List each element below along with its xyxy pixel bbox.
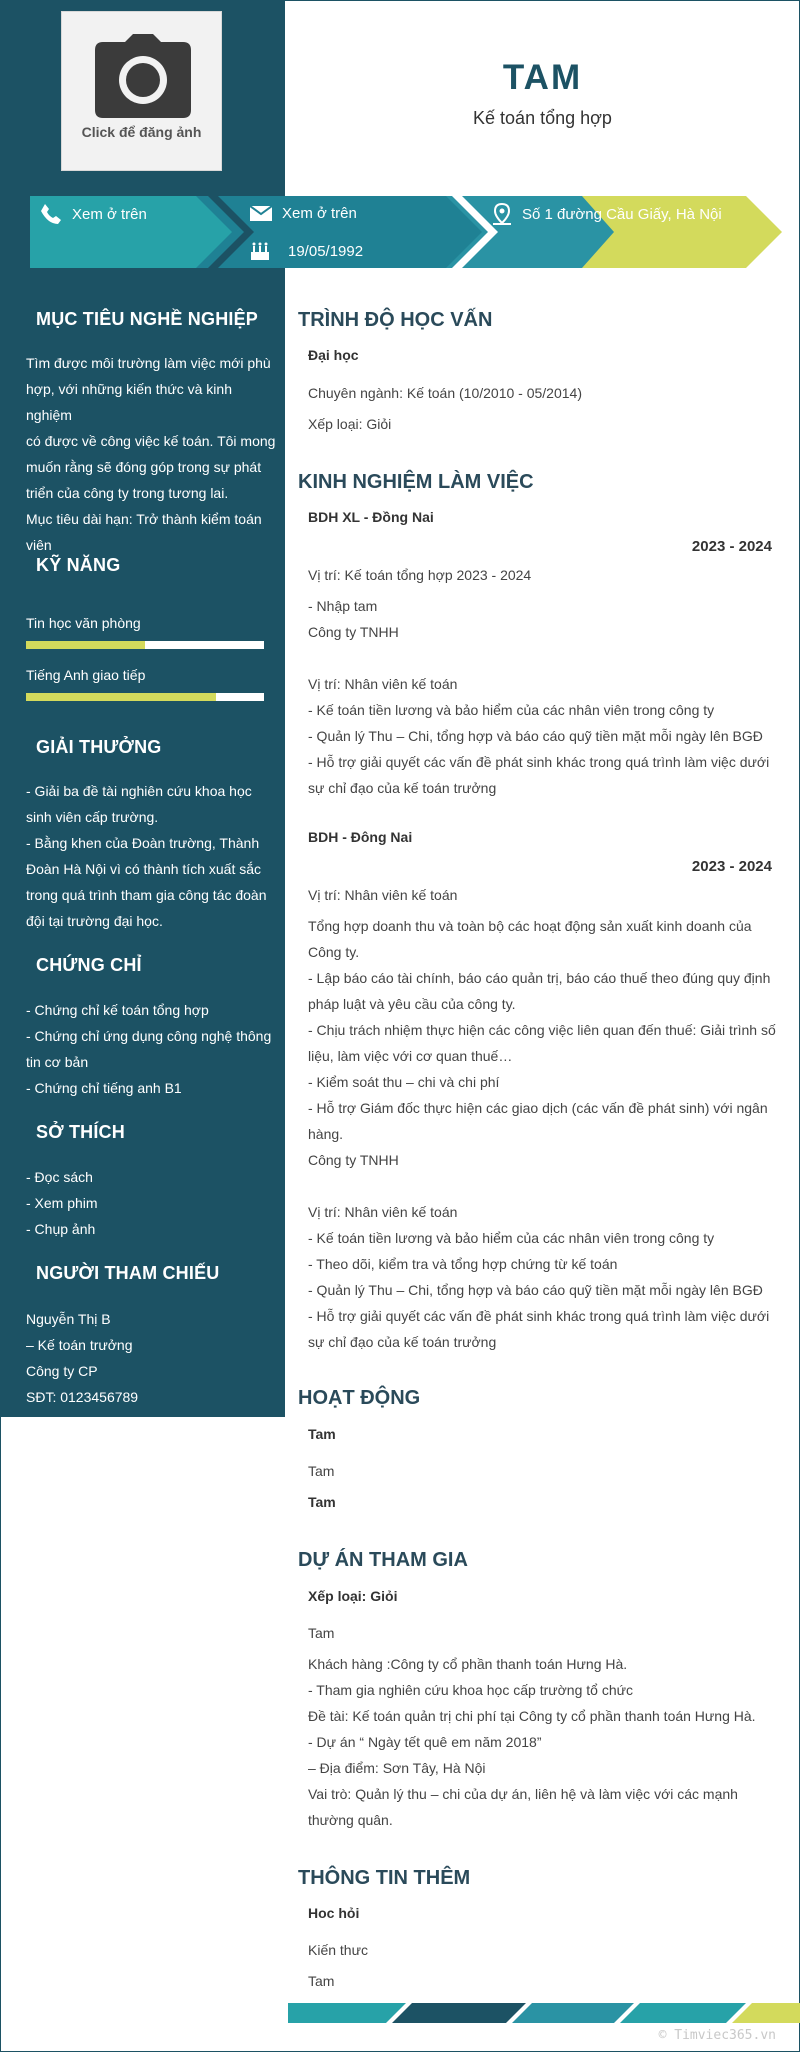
reference-line: – Kế toán trưởng: [26, 1337, 133, 1353]
reference-text: [26, 1306, 278, 1410]
activities-title: HOẠT ĐỘNG: [298, 1387, 421, 1409]
birthday-cake-icon: [250, 242, 270, 260]
awards-text: [26, 778, 278, 934]
project-line: - Dự án “ Ngày tết quê em năm 2018”: [308, 1734, 542, 1750]
address-text: Số 1 đường Cầu Giấy, Hà Nội: [522, 205, 722, 223]
additional-line: Kiến thưc: [308, 1942, 368, 1958]
job-line: - Chịu trách nhiệm thực hiện các công việc liên quan đến thuế: Giải trình số: [308, 1022, 776, 1038]
certs-text: [26, 997, 278, 1101]
objective-line: hợp, với những kiến thức và kinh nghiệm: [26, 381, 232, 423]
education-title: TRÌNH ĐỘ HỌC VẤN: [298, 309, 493, 331]
avatar-upload[interactable]: [61, 11, 222, 171]
skill-level: [26, 693, 216, 701]
objective-text: [26, 350, 278, 558]
job-line: - Lập báo cáo tài chính, báo cáo quản trị, báo cáo thuế theo đúng quy định: [308, 970, 771, 986]
job-company: BDH - Đông Nai: [308, 829, 413, 845]
job-line: pháp luật và yêu cầu của công ty.: [308, 996, 516, 1012]
hobby-item: - Xem phim: [26, 1195, 98, 1211]
job-title: Kế toán tổng hợp: [473, 108, 612, 128]
project-details: [308, 1651, 778, 1833]
project-sub: Tam: [308, 1625, 335, 1641]
reference-line: Công ty CP: [26, 1363, 98, 1379]
job-line: - Kế toán tiền lương và bảo hiểm của các nhân viên trong công ty: [308, 702, 715, 718]
hobbies-text: [26, 1164, 278, 1242]
activity-org: Tam: [308, 1426, 336, 1442]
job-line: - Kế toán tiền lương và bảo hiểm của các nhân viên trong công ty: [308, 1230, 715, 1246]
job-line: Vị trí: Nhân viên kế toán: [308, 887, 458, 903]
skill-bar: [26, 693, 264, 701]
skills-section: [26, 555, 278, 576]
project-line: – Địa điểm: Sơn Tây, Hà Nội: [308, 1760, 486, 1776]
job-line: [308, 645, 778, 671]
additional-heading: Hoc hỏi: [308, 1905, 360, 1921]
contact-address: [492, 203, 722, 225]
skill-label: Tin học văn phòng: [26, 615, 141, 631]
additional-line: Tam: [308, 1973, 335, 1989]
job-line: Công ty TNHH: [308, 1152, 399, 1168]
project-line: - Tham gia nghiên cứu khoa học cấp trường tổ chức: [308, 1682, 633, 1698]
objective-title: MỤC TIÊU NGHỀ NGHIỆP: [36, 309, 259, 329]
job-line: - Quản lý Thu – Chi, tổng hợp và báo cáo quỹ tiền mặt mỗi ngày lên BGĐ: [308, 728, 763, 744]
skills-title: KỸ NĂNG: [36, 555, 121, 575]
skill-item: [26, 615, 264, 649]
job-line: hàng.: [308, 1126, 344, 1142]
job-line: [308, 1173, 778, 1199]
certs-line: - Chứng chỉ tiếng anh B1: [26, 1080, 182, 1096]
job-line: - Theo dõi, kiểm tra và tổng hợp chứng từ kế toán: [308, 1256, 618, 1272]
phone-text: Xem ở trên: [72, 205, 147, 223]
job-line: - Kiểm soát thu – chi và chi phí: [308, 1074, 500, 1090]
birthday-text: 19/05/1992: [288, 242, 364, 260]
education-degree: Đại học: [308, 347, 359, 363]
objective-line: triển của công ty trong tương lai.: [26, 485, 229, 501]
certs-line: tin cơ bản: [26, 1054, 89, 1070]
education-major: Chuyên ngành: Kế toán (10/2010 - 05/2014): [308, 385, 582, 401]
job-line: Tổng hợp doanh thu và toàn bộ các hoạt động sản xuất kinh doanh của: [308, 918, 752, 934]
objective-line: viên: [26, 537, 52, 553]
awards-line: sinh viên cấp trường.: [26, 809, 159, 825]
job-line: Công ty.: [308, 944, 360, 960]
email-text: Xem ở trên: [282, 204, 357, 222]
job-line: - Nhập tam: [308, 598, 378, 614]
skill-label: Tiếng Anh giao tiếp: [26, 667, 146, 683]
skill-item: [26, 667, 264, 701]
certs-line: - Chứng chỉ kế toán tổng hợp: [26, 1002, 209, 1018]
job-line: - Hỗ trợ Giám đốc thực hiện các giao dịch (các vấn đề phát sinh) với ngân: [308, 1100, 768, 1116]
job-line: Vị trí: Nhân viên kế toán: [308, 676, 458, 692]
projects-title: DỰ ÁN THAM GIA: [298, 1549, 468, 1571]
contact-birthday: [250, 242, 363, 260]
awards-line: trong quá trình tham gia công tác đoàn: [26, 887, 267, 903]
skill-level: [26, 641, 145, 649]
job-line: - Hỗ trợ giải quyết các vấn đề phát sinh khác trong quá trình làm việc dưới: [308, 754, 770, 770]
objective-line: Tìm được môi trường làm việc mới phù: [26, 355, 271, 371]
job-line: sự chỉ đạo của kế toán trưởng: [308, 1334, 497, 1350]
reference-line: Nguyễn Thị B: [26, 1311, 111, 1327]
project-line: Khách hàng :Công ty cổ phần thanh toán Hưng Hà.: [308, 1656, 628, 1672]
project-line: thường quân.: [308, 1812, 393, 1828]
activity-role: Tam: [308, 1494, 336, 1510]
additional-title: THÔNG TIN THÊM: [298, 1867, 471, 1889]
education-grade: Xếp loại: Giỏi: [308, 416, 392, 432]
contact-email: [250, 204, 357, 222]
candidate-name: TAM: [502, 58, 583, 97]
job-period: 2023 - 2024: [691, 538, 772, 555]
hobbies-section: [26, 1122, 278, 1143]
project-name: Xếp loại: Giỏi: [308, 1588, 398, 1604]
project-line: Vai trò: Quản lý thu – chi của dự án, liên hệ và làm việc với các mạnh: [308, 1786, 738, 1802]
job-line: Vị trí: Nhân viên kế toán: [308, 1204, 458, 1220]
awards-line: đội tại trường đại học.: [26, 913, 163, 929]
job-details: [308, 562, 778, 801]
reference-title: NGƯỜI THAM CHIẾU: [36, 1263, 220, 1283]
job-details: [308, 882, 778, 1355]
objective-line: Mục tiêu dài hạn: Trở thành kiểm toán: [26, 511, 262, 527]
envelope-icon: [250, 204, 272, 222]
certs-line: - Chứng chỉ ứng dụng công nghệ thông: [26, 1028, 272, 1044]
objective-line: có được về công việc kế toán. Tôi mong: [26, 433, 276, 449]
location-pin-icon: [492, 203, 512, 225]
experience-title: KINH NGHIỆM LÀM VIỆC: [298, 471, 534, 493]
contact-phone: [40, 203, 147, 225]
awards-line: - Giải ba đề tài nghiên cứu khoa học: [26, 783, 252, 799]
awards-line: Đoàn Hà Nội vì có thành tích xuất sắc: [26, 861, 262, 877]
hobby-item: - Đọc sách: [26, 1169, 93, 1185]
job-line: - Hỗ trợ giải quyết các vấn đề phát sinh khác trong quá trình làm việc dưới: [308, 1308, 770, 1324]
reference-section: [26, 1263, 278, 1284]
job-period: 2023 - 2024: [691, 858, 772, 875]
awards-section: [26, 737, 278, 758]
project-line: Đề tài: Kế toán quản trị chi phí tại Công ty cổ phần thanh toán Hưng Hà.: [308, 1708, 756, 1724]
activity-desc: Tam: [308, 1463, 335, 1479]
phone-icon: [40, 203, 62, 225]
job-line: Công ty TNHH: [308, 624, 399, 640]
job-line: liệu, làm việc với cơ quan thuế…: [308, 1048, 513, 1064]
objective-line: muốn rằng sẽ đóng góp trong sự phát: [26, 459, 262, 475]
certs-section: [26, 955, 278, 976]
watermark: © Timviec365.vn: [658, 2028, 776, 2043]
job-line: sự chỉ đạo của kế toán trưởng: [308, 780, 497, 796]
job-line: Vị trí: Kế toán tổng hợp 2023 - 2024: [308, 567, 532, 583]
job-line: - Quản lý Thu – Chi, tổng hợp và báo cáo quỹ tiền mặt mỗi ngày lên BGĐ: [308, 1282, 763, 1298]
hobby-item: - Chụp ảnh: [26, 1221, 96, 1237]
avatar-caption: Click để đăng ảnh: [81, 124, 202, 140]
objective-section: [26, 309, 278, 330]
footer-ribbon: [288, 2003, 800, 2023]
skill-bar: [26, 641, 264, 649]
reference-line: SĐT: 0123456789: [26, 1389, 139, 1405]
camera-icon: [95, 34, 191, 118]
certs-title: CHỨNG CHỈ: [36, 955, 142, 975]
awards-title: GIẢI THƯỞNG: [36, 737, 162, 757]
job-company: BDH XL - Đồng Nai: [308, 509, 434, 525]
awards-line: - Bằng khen của Đoàn trường, Thành: [26, 835, 260, 851]
hobbies-title: SỞ THÍCH: [36, 1122, 125, 1142]
